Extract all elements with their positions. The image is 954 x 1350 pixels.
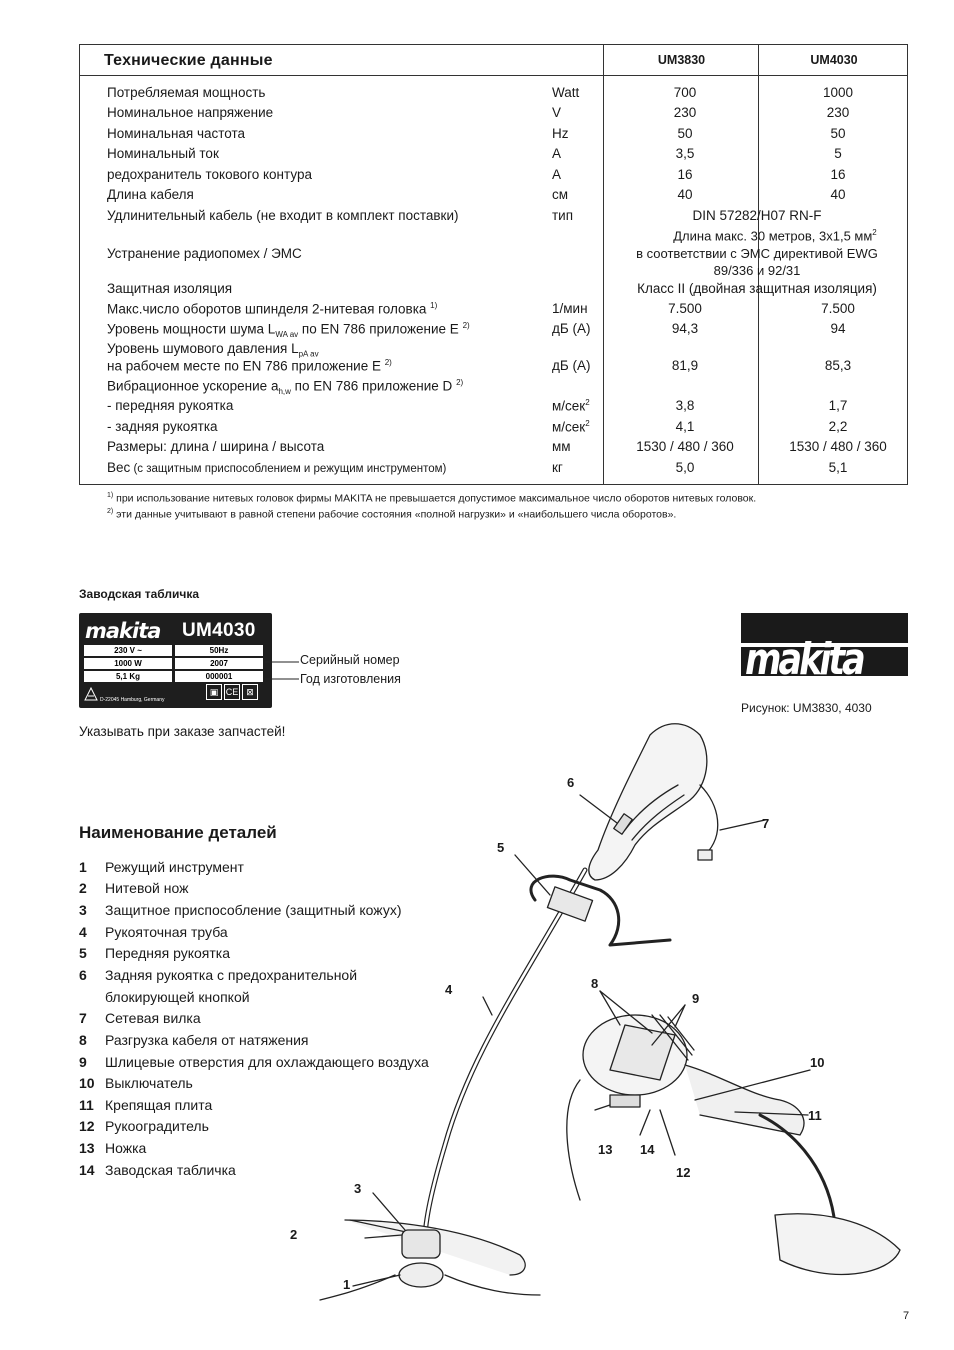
row-unit: дБ (A) — [552, 321, 591, 336]
row-label: Номинальное напряжение — [107, 105, 274, 120]
cable-length-text: Длина макс. 30 метров, 3x1,5 мм — [673, 228, 873, 244]
nameplate-year: 2007 — [175, 658, 263, 669]
foot — [610, 1095, 640, 1107]
part-name: Передняя рукоятка — [105, 945, 230, 961]
nameplate-note: Указывать при заказе запчастей! — [79, 724, 286, 739]
part-name: Крепящая плита — [105, 1097, 213, 1113]
part-number: 11 — [79, 1097, 94, 1113]
trimmer-illustration — [280, 715, 920, 1305]
row-unit — [552, 398, 590, 414]
list-item — [79, 1097, 212, 1113]
part-name: Разгрузка кабеля от натяжения — [105, 1032, 309, 1048]
figure-label-2: 2 — [290, 1227, 298, 1242]
cutting-head-spool — [399, 1263, 443, 1287]
list-item — [79, 924, 228, 940]
row-unit: A — [552, 146, 562, 161]
row-value-um3830: 5,0 — [675, 460, 695, 475]
callout-serial: Серийный номер — [300, 653, 400, 667]
nameplate-frequency: 50Hz — [175, 645, 263, 656]
list-item — [79, 1010, 201, 1026]
footnote-ref: 2) — [384, 358, 392, 367]
part-name: Режущий инструмент — [105, 859, 244, 875]
row-value-shared: 89/336 и 92/31 — [713, 263, 801, 278]
row-unit: мм — [552, 439, 571, 454]
spec-table — [79, 44, 908, 485]
row-value-um4030: 1530 / 480 / 360 — [789, 439, 887, 454]
nameplate-power: 1000 W — [84, 658, 172, 669]
figure-label-6: 6 — [567, 775, 575, 790]
makita-logo — [741, 613, 908, 676]
row-unit-text: м/сек — [552, 398, 586, 414]
figure-label-3: 3 — [354, 1181, 362, 1196]
callout-year: Год изготовления — [300, 672, 401, 686]
row-unit — [552, 419, 590, 435]
power-plug — [698, 850, 712, 860]
row-unit: 1/мин — [552, 301, 588, 316]
row-value-um3830: 230 — [673, 105, 697, 120]
model-head-um3830: UM3830 — [657, 53, 706, 67]
crossed-bin-icon: ⊠ — [242, 684, 258, 700]
nameplate-brand: makita — [85, 619, 161, 643]
row-value-um3830: 50 — [677, 126, 693, 141]
row-label — [107, 321, 470, 339]
part-number: 12 — [79, 1118, 95, 1134]
spec-title: Технические данные — [104, 52, 273, 69]
list-item — [79, 1118, 209, 1134]
row-value-um4030: 2,2 — [828, 419, 848, 434]
list-item — [79, 1032, 309, 1048]
row-label-text: по EN 786 приложение E — [298, 321, 459, 337]
figure-label-8: 8 — [591, 976, 599, 991]
footnote-mark: 2) — [107, 508, 114, 515]
row-label-text: на рабочем месте по EN 786 приложение E — [107, 358, 381, 374]
nameplate-certification-icons — [206, 684, 264, 702]
row-value-shared: в соответствии с ЭМС директивой EWG — [636, 246, 878, 261]
figure-label-5: 5 — [497, 840, 505, 855]
part-number: 7 — [79, 1010, 87, 1026]
figure-label-11: 11 — [808, 1108, 822, 1123]
row-value-shared: DIN 57282/H07 RN-F — [692, 208, 822, 223]
row-value-um4030: 40 — [830, 187, 846, 202]
row-label-sub: pA av — [298, 349, 319, 359]
part-number: 8 — [79, 1032, 87, 1048]
nameplate-weight: 5,1 Kg — [84, 671, 172, 682]
row-label — [107, 378, 463, 396]
right-cable — [567, 1080, 580, 1200]
part-name: Задняя рукоятка с предохранительной — [105, 967, 358, 983]
rear-handle-housing — [589, 724, 707, 880]
right-guard — [775, 1214, 900, 1275]
row-label-text: по EN 786 приложение D — [290, 378, 453, 394]
makita-logo-word: makita — [745, 635, 863, 676]
list-item — [79, 1140, 146, 1156]
row-label — [107, 301, 437, 317]
row-unit: см — [552, 187, 569, 202]
row-label: Длина кабеля — [107, 187, 194, 202]
row-label: - задняя рукоятка — [107, 419, 218, 434]
footnote-text: эти данные учитывают в равной степени рабочие состояния «полной нагрузки» и «наибольшего числа оборотов». — [113, 508, 677, 521]
footnote-mark: 1) — [107, 492, 114, 499]
row-value-um4030: 1000 — [822, 85, 854, 100]
figure-label-10: 10 — [810, 1055, 825, 1070]
part-number: 5 — [79, 945, 87, 961]
row-unit: Watt — [552, 85, 580, 100]
row-value-um3830: 16 — [677, 167, 693, 182]
row-value-shared: Класс II (двойная защитная изоляция) — [637, 281, 877, 296]
part-number: 10 — [79, 1075, 95, 1091]
list-item — [79, 1162, 236, 1178]
list-item — [79, 945, 230, 961]
row-value-um3830: 4,1 — [675, 419, 695, 434]
part-name: Защитное приспособление (защитный кожух) — [105, 902, 402, 918]
row-value-um3830: 700 — [673, 85, 697, 100]
row-label: Номинальный ток — [107, 146, 219, 161]
footnote-ref: 1) — [430, 301, 438, 310]
row-label — [107, 358, 392, 374]
cable-length-sup: 2 — [872, 228, 877, 237]
part-name: Рукояточная труба — [105, 924, 228, 940]
row-unit: Hz — [552, 126, 569, 141]
nameplate-address: D-22045 Hamburg, Germany — [100, 697, 165, 703]
row-unit: кг — [552, 460, 563, 475]
row-value-um3830: 94,3 — [671, 321, 699, 336]
double-insulation-icon: ▣ — [206, 684, 222, 700]
part-number: 2 — [79, 880, 87, 896]
row-label: Размеры: длина / ширина / высота — [107, 439, 325, 454]
part-name: Шлицевые отверстия для охлаждающего воздуха — [105, 1054, 429, 1070]
row-label-text: Вибрационное ускорение a — [107, 378, 279, 394]
row-value-um4030: 1,7 — [828, 398, 848, 413]
list-item — [79, 880, 188, 896]
page-number: 7 — [903, 1310, 910, 1322]
row-value-um3830: 1530 / 480 / 360 — [636, 439, 734, 454]
row-label: Устранение радиопомех / ЭМС — [107, 246, 302, 261]
footnote-text: при использование нитевых головок фирмы MAKITA не превышается допустимое максимальное число оборотов нитевых головок. — [113, 492, 757, 505]
row-value-um3830: 3,8 — [675, 398, 695, 413]
part-name: Заводская табличка — [105, 1162, 236, 1178]
part-number: 14 — [79, 1162, 95, 1178]
row-value-um4030: 85,3 — [824, 358, 852, 373]
row-label-sub: WA av — [275, 330, 299, 340]
row-value-um3830: 81,9 — [671, 358, 699, 373]
figure-label-4: 4 — [445, 982, 453, 997]
row-value-um4030: 230 — [826, 105, 850, 120]
ce-mark-icon: CE — [224, 684, 240, 700]
footnote-ref: 2) — [456, 378, 464, 387]
model-head-um4030: UM4030 — [810, 53, 858, 67]
part-name: Рукооградитель — [105, 1118, 209, 1134]
figure-caption: Рисунок: UM3830, 4030 — [741, 701, 872, 715]
handle-guard — [685, 1065, 804, 1135]
row-value-um3830: 40 — [677, 187, 693, 202]
row-value-um4030: 16 — [830, 167, 846, 182]
nameplate-serial: 000001 — [175, 671, 263, 682]
row-label-small: (с защитным приспособлением и режущим инструментом) — [130, 463, 447, 475]
part-name: Выключатель — [105, 1075, 193, 1091]
parts-title: Наименование деталей — [79, 823, 277, 842]
figure-label-13: 13 — [598, 1142, 613, 1157]
part-number: 3 — [79, 902, 87, 918]
handle-clamp — [547, 887, 592, 921]
part-name: Ножка — [105, 1140, 147, 1156]
figure-label-14: 14 — [640, 1142, 655, 1157]
row-label: Номинальная частота — [107, 126, 246, 141]
row-value-um4030: 50 — [830, 126, 846, 141]
nameplate-caption: Заводская табличка — [79, 587, 200, 601]
warning-icon — [84, 687, 98, 701]
figure-label-7: 7 — [762, 816, 770, 831]
nameplate-callout-lines — [175, 655, 300, 685]
part-name: Нитевой нож — [105, 880, 189, 896]
row-label-text: Макс.число оборотов шпинделя 2-нитевая головка — [107, 301, 427, 317]
row-label: редохранитель токового контура — [107, 167, 312, 182]
row-label: Удлинительный кабель (не входит в комплект поставки) — [107, 208, 459, 223]
row-value-um4030: 7.500 — [821, 301, 855, 316]
row-value-um3830: 7.500 — [668, 301, 702, 316]
row-value-shared — [640, 228, 910, 243]
figure-label-9: 9 — [692, 991, 700, 1006]
part-number: 13 — [79, 1140, 95, 1156]
row-value-um3830: 3,5 — [675, 146, 695, 161]
row-label — [107, 341, 319, 359]
part-number: 6 — [79, 967, 87, 983]
part-name: Сетевая вилка — [105, 1010, 201, 1026]
shaft-tube-outline — [425, 870, 585, 1240]
part-name: блокирующей кнопкой — [105, 989, 250, 1005]
row-unit: A — [552, 167, 562, 182]
trimmer-head — [402, 1230, 440, 1258]
list-item — [79, 989, 250, 1005]
front-handle — [531, 876, 670, 945]
row-unit-sup: 2 — [585, 419, 590, 428]
figure-label-1: 1 — [343, 1277, 351, 1292]
row-label — [107, 460, 446, 475]
row-unit-sup: 2 — [585, 398, 590, 407]
row-label-text: Уровень мощности шума L — [107, 321, 276, 337]
footnote-2 — [107, 508, 676, 521]
footnote-1 — [107, 492, 756, 505]
row-value-um4030: 94 — [830, 321, 846, 336]
part-number: 1 — [79, 859, 87, 875]
part-number: 9 — [79, 1054, 87, 1070]
row-label-sub: h,w — [278, 387, 291, 397]
nameplate-model: UM4030 — [182, 620, 256, 641]
list-item — [79, 1075, 193, 1091]
row-label: Защитная изоляция — [107, 281, 233, 296]
row-label-text: Уровень шумового давления L — [107, 341, 299, 356]
row-value-um4030: 5 — [834, 146, 842, 161]
row-unit-text: м/сек — [552, 419, 586, 435]
row-label: Потребляемая мощность — [107, 85, 266, 100]
part-number: 4 — [79, 924, 87, 940]
row-unit: V — [552, 105, 562, 120]
row-label-text: Вес — [107, 460, 131, 475]
row-value-um4030: 5,1 — [828, 460, 848, 475]
row-unit: тип — [552, 208, 574, 223]
list-item — [79, 859, 244, 875]
row-label: - передняя рукоятка — [107, 398, 234, 413]
footnote-ref: 2) — [462, 321, 470, 330]
nameplate-voltage: 230 V ~ — [84, 645, 172, 656]
row-unit: дБ (A) — [552, 358, 591, 373]
figure-label-12: 12 — [676, 1165, 691, 1180]
